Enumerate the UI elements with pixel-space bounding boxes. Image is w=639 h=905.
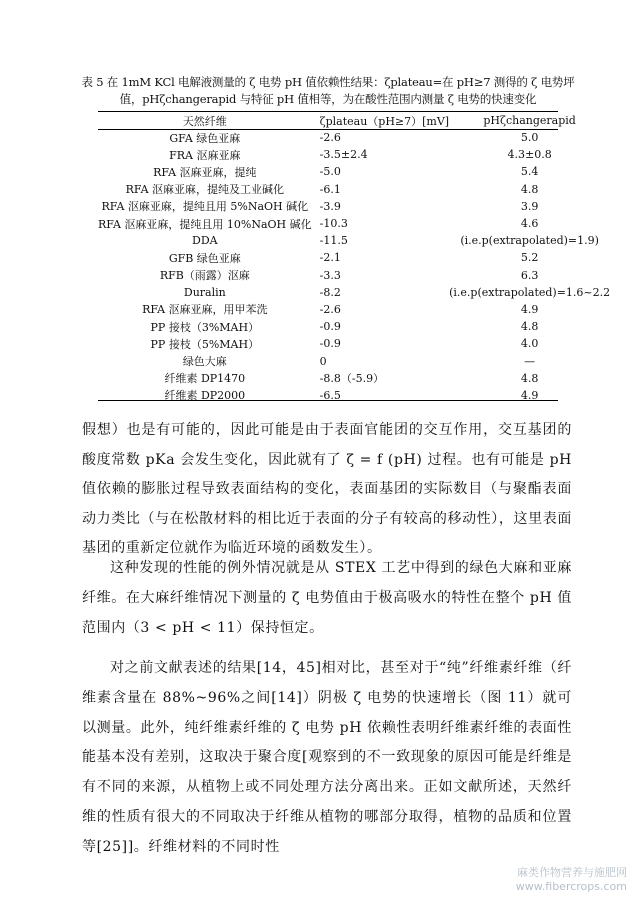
ph-value-cell: 3.9	[520, 199, 539, 213]
fiber-name-cell: 纤维素 DP2000	[164, 389, 246, 403]
table-caption	[78, 74, 578, 108]
fiber-name-cell: RFA 沤麻亚麻，提纯及工业碱化	[125, 183, 285, 197]
ph-value-cell: 4.8	[520, 320, 539, 334]
table-row	[98, 181, 610, 198]
ph-value-cell: 4.3±0.8	[507, 148, 552, 162]
table-row	[98, 301, 610, 318]
fiber-name-cell: FRA 沤麻亚麻	[169, 148, 241, 162]
header-natural-fiber: 天然纤维	[182, 114, 227, 128]
table-row	[98, 249, 610, 266]
ph-value-cell: 5.4	[520, 165, 539, 179]
zeta-value-cell: -11.5	[319, 234, 348, 248]
table-row	[98, 129, 610, 146]
fiber-name-cell: RFA 沤麻亚麻，提纯且用 5%NaOH 碱化	[101, 200, 309, 214]
zeta-value-cell: -3.9	[319, 199, 341, 213]
fiber-name-cell: Duralin	[183, 285, 226, 299]
zeta-value-cell: -3.3	[319, 268, 341, 282]
fiber-name-cell: PP 接枝（5%MAH）	[150, 337, 260, 351]
ph-value-cell: 5.0	[520, 131, 539, 145]
fiber-name-cell: GFA 绿色亚麻	[169, 131, 241, 145]
zeta-value-cell: -2.1	[319, 251, 341, 265]
ph-value-cell: (i.e.p(extrapolated)=1.9)	[460, 234, 599, 248]
watermark-title: 麻类作物营养与施肥网	[517, 866, 627, 879]
fiber-name-cell: GFB 绿色亚麻	[168, 251, 241, 265]
ph-value-cell: 4.6	[520, 217, 539, 231]
fiber-name-cell: RFA 沤麻亚麻，提纯	[153, 165, 257, 179]
fiber-name-cell: 绿色大麻	[182, 355, 227, 369]
table-row	[98, 284, 610, 301]
table-row	[98, 232, 610, 249]
table-header-row	[98, 112, 610, 129]
table-row	[98, 146, 610, 163]
zeta-value-cell: -3.5±2.4	[319, 148, 368, 162]
zeta-value-cell: -0.9	[319, 337, 341, 351]
zeta-value-cell: -2.6	[319, 131, 341, 145]
fiber-name-cell: DDA	[192, 234, 218, 248]
fiber-name-cell: RFB（雨露）沤麻	[159, 269, 250, 283]
site-watermark	[516, 866, 627, 894]
ph-value-cell: 4.9	[520, 302, 539, 316]
table-row	[98, 215, 610, 232]
table-row	[98, 352, 610, 369]
table-caption-line-2: 值，pHζchangerapid 与特征 pH 值相等，为在酸性范围内测量 ζ 电势的快速变化	[119, 92, 537, 106]
ph-value-cell: (i.e.p(extrapolated)=1.6~2.2	[449, 285, 611, 299]
body-paragraph-1: 假想）也是有可能的，因此可能是由于表面官能团的交互作用，交互基团的酸度常数 pKa 会发生变化，因此就有了 ζ = f (pH) 过程。也有可能是 pH 值依赖的膨胀过程导致表面结构的变化，表面基团的实际数目（与聚酯表面动力类比（与在松散材料的相比近于表面的分子有较高的移动性），这里表面基团的重新定位就作为临近环境的函数发生）。	[82, 422, 572, 556]
zeta-value-cell: -6.5	[319, 388, 341, 402]
fiber-name-cell: RFA 沤麻亚麻，用甲苯洗	[142, 303, 268, 317]
zeta-value-cell: 0	[319, 354, 327, 368]
ph-value-cell: 4.8	[520, 182, 539, 196]
ph-value-cell: —	[524, 354, 536, 368]
table-row	[98, 387, 610, 404]
body-paragraph-2: 这种发现的性能的例外情况就是从 STEX 工艺中得到的绿色大麻和亚麻纤维。在大麻纤维情况下测量的 ζ 电势值由于极高吸水的特性在整个 pH 值范围内（3 < pH < 11）保持恒定。	[82, 560, 572, 636]
fiber-name-cell: 纤维素 DP1470	[164, 372, 246, 386]
table-row	[98, 318, 610, 335]
zeta-value-cell: -8.8（-5.9）	[319, 372, 385, 386]
table-row	[98, 370, 610, 387]
zeta-value-cell: -8.2	[319, 285, 341, 299]
watermark-url: www.fibercrops.com	[515, 880, 627, 893]
ph-value-cell: 4.8	[520, 371, 539, 385]
header-ph-change-rapid: pHζchangerapid	[483, 114, 576, 127]
zeta-value-cell: -10.3	[319, 217, 348, 231]
table-caption-line-1: 表 5 在 1mM KCl 电解液测量的 ζ 电势 pH 值依赖性结果：ζplateau=在 pH≥7 测得的 ζ 电势坪	[81, 75, 575, 89]
table-row	[98, 267, 610, 284]
table-row	[98, 163, 610, 180]
ph-value-cell: 5.2	[520, 251, 539, 265]
ph-value-cell: 4.0	[520, 337, 539, 351]
table-row	[98, 335, 610, 352]
zeta-potential-table	[98, 112, 610, 404]
header-zeta-plateau: ζplateau（pH≥7）[mV]	[319, 114, 450, 128]
zeta-value-cell: -2.6	[319, 302, 341, 316]
ph-value-cell: 4.9	[520, 388, 539, 402]
zeta-value-cell: -6.1	[319, 182, 341, 196]
ph-value-cell: 6.3	[520, 268, 539, 282]
zeta-value-cell: -0.9	[319, 320, 341, 334]
table-row	[98, 198, 610, 215]
body-paragraph-3: 对之前文献表述的结果[14，45]相对比，甚至对于“纯”纤维素纤维（纤维素含量在 88%~96%之间[14]）阴极 ζ 电势的快速增长（图 11）就可以测量。此外，纯纤维素纤维的 ζ 电势 pH 依赖性表明纤维素纤维的表面性能基本没有差别，这取决于聚合度[观察到的不一致现象的原因可能是纤维是有不同的来源，从植物上或不同处理方法分离出来。正如文献所述，天然纤维的性质有很大的不同取决于纤维从植物的哪部分取得，植物的品质和位置等[25]]。纤维材料的不同时性	[82, 660, 572, 855]
fiber-name-cell: PP 接枝（3%MAH）	[150, 320, 260, 334]
zeta-value-cell: -5.0	[319, 165, 341, 179]
fiber-name-cell: RFA 沤麻亚麻，提纯且用 10%NaOH 碱化	[98, 217, 312, 231]
